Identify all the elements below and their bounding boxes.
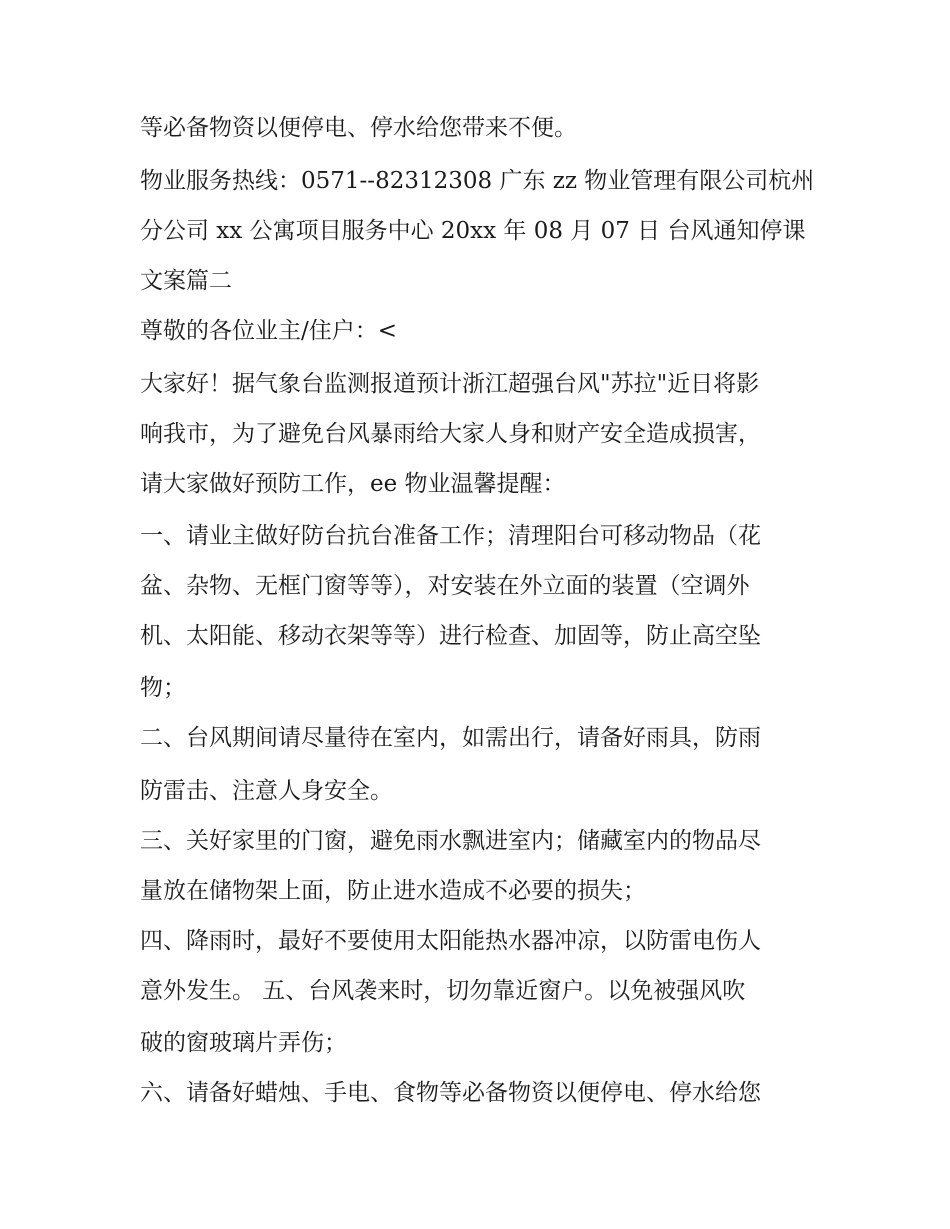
text-line: 二、台风期间请尽量待在室内，如需出行，请备好雨具，防雨 bbox=[140, 725, 761, 751]
text-line: 分公司 xx 公寓项目服务中心 20xx 年 08 月 07 日 台风通知停课 bbox=[140, 218, 806, 244]
text-line: 四、降雨时，最好不要使用太阳能热水器冲凉，以防雷电伤人 bbox=[140, 928, 761, 954]
text-line: 请大家做好预防工作，ee 物业温馨提醒： bbox=[140, 471, 566, 497]
text-line: 物业服务热线：0571--82312308 广东 zz 物业管理有限公司杭州 bbox=[140, 168, 815, 194]
text-line: 破的窗玻璃片弄伤； bbox=[140, 1030, 347, 1056]
text-line: 六、请备好蜡烛、手电、食物等必备物资以便停电、停水给您 bbox=[140, 1080, 761, 1106]
text-line: 防雷击、注意人身安全。 bbox=[140, 778, 393, 804]
text-line: 物； bbox=[140, 675, 186, 701]
text-line: 量放在储物架上面，防止进水造成不必要的损失； bbox=[140, 878, 646, 904]
text-line: 大家好！据气象台监测报道预计浙江超强台风"苏拉"近日将影 bbox=[140, 371, 760, 397]
text-line: 盆、杂物、无框门窗等等），对安装在外立面的装置（空调外 bbox=[140, 573, 750, 599]
text-line: 等必备物资以便停电、停水给您带来不便。 bbox=[140, 115, 577, 141]
text-line: 机、太阳能、移动衣架等等）进行检查、加固等，防止高空坠 bbox=[140, 623, 761, 649]
text-line: 尊敬的各位业主/住户：< bbox=[140, 318, 398, 344]
text-line: 意外发生。 五、台风袭来时，切勿靠近窗户。以免被强风吹 bbox=[140, 978, 746, 1004]
text-line: 三、关好家里的门窗，避免雨水飘进室内；储藏室内的物品尽 bbox=[140, 828, 761, 854]
text-line: 文案篇二 bbox=[140, 268, 232, 294]
text-line: 一、请业主做好防台抗台准备工作；清理阳台可移动物品（花 bbox=[140, 523, 761, 549]
text-line: 响我市，为了避免台风暴雨给大家人身和财产安全造成损害， bbox=[140, 421, 761, 447]
